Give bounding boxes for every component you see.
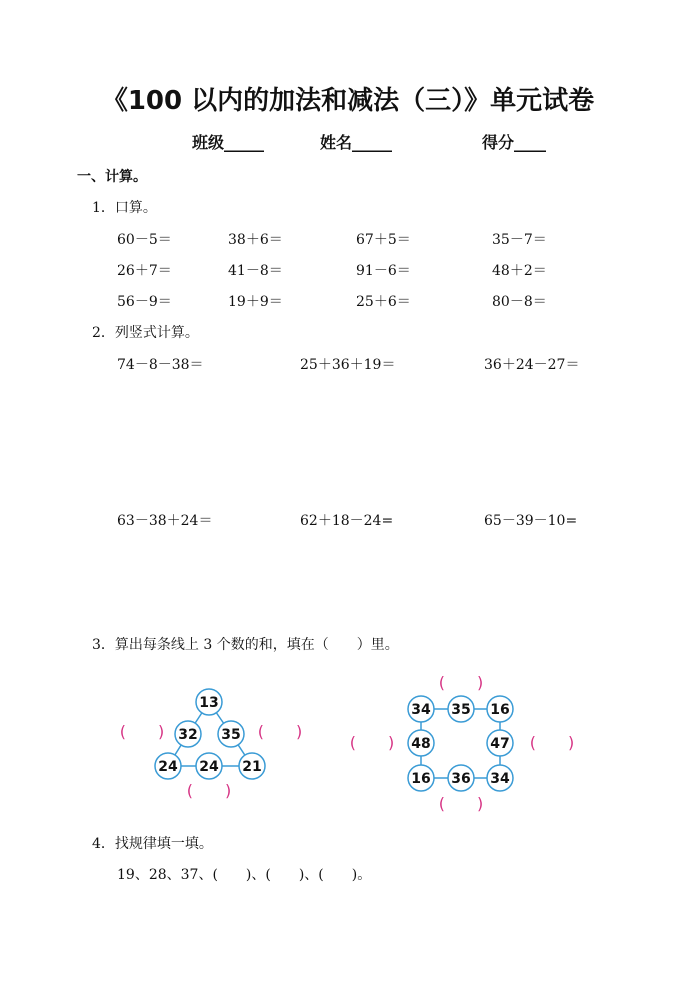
answer-blank[interactable]: ( ) (257, 722, 303, 741)
svg-text:21: 21 (242, 759, 262, 775)
svg-text:48: 48 (411, 736, 431, 752)
svg-text:35: 35 (221, 727, 241, 743)
question-4-label: 4．找规律填一填。 (92, 836, 213, 852)
answer-blank[interactable]: ( ) (438, 794, 484, 813)
equation: 41－8＝ (228, 263, 283, 279)
question-2-label: 2．列竖式计算。 (92, 325, 199, 341)
equation: 65－39－10= (484, 513, 578, 529)
equation: 35－7＝ (492, 232, 547, 248)
svg-text:34: 34 (490, 771, 510, 787)
svg-text:32: 32 (178, 727, 198, 743)
equation: 91－6＝ (356, 263, 411, 279)
triangle-nodes (155, 689, 265, 779)
number-circle (487, 730, 513, 756)
number-circle (408, 730, 434, 756)
answer-blank[interactable]: ( ) (349, 733, 395, 752)
equation: 36＋24－27＝ (484, 357, 580, 373)
svg-text:24: 24 (158, 759, 178, 775)
page-title: 《100 以内的加法和减法（三）》单元试卷 (101, 86, 595, 116)
answer-blank[interactable]: ( ) (438, 673, 484, 692)
svg-text:36: 36 (451, 771, 471, 787)
score-field: 得分____ (482, 133, 547, 152)
question-1-label: 1．口算。 (92, 200, 157, 216)
number-circle (155, 753, 181, 779)
number-circle (196, 689, 222, 715)
equation: 25＋36＋19＝ (300, 357, 396, 373)
square-nodes (408, 696, 513, 791)
equation: 25＋6＝ (356, 294, 411, 310)
number-circle (448, 765, 474, 791)
number-circle (239, 753, 265, 779)
number-circle (448, 696, 474, 722)
number-circle (487, 696, 513, 722)
svg-text:16: 16 (411, 771, 431, 787)
equation: 19＋9＝ (228, 294, 283, 310)
svg-text:47: 47 (490, 736, 510, 752)
equation: 56－9＝ (117, 294, 172, 310)
number-circle (408, 696, 434, 722)
equation: 48＋2＝ (492, 263, 547, 279)
svg-text:35: 35 (451, 702, 471, 718)
section-heading-calculation: 一、计算。 (77, 169, 147, 185)
equation: 62＋18－24= (300, 513, 394, 529)
equation: 80－8＝ (492, 294, 547, 310)
answer-blank[interactable]: ( ) (529, 733, 575, 752)
number-circle (196, 753, 222, 779)
svg-text:13: 13 (199, 695, 219, 711)
number-circle (487, 765, 513, 791)
svg-text:16: 16 (490, 702, 510, 718)
svg-text:34: 34 (411, 702, 431, 718)
equation: 26＋7＝ (117, 263, 172, 279)
equation: 63－38＋24＝ (117, 513, 213, 529)
number-circle (408, 765, 434, 791)
equation: 74－8－38＝ (117, 357, 204, 373)
number-circle (218, 721, 244, 747)
answer-blank[interactable]: ( ) (186, 781, 232, 800)
equation: 38＋6＝ (228, 232, 283, 248)
name-field: 姓名_____ (320, 133, 393, 152)
answer-blank[interactable]: ( ) (119, 722, 165, 741)
equation: 67＋5＝ (356, 232, 411, 248)
question-3-label: 3．算出每条线上 3 个数的和，填在（ ）里。 (92, 637, 399, 653)
sequence-fill-blank[interactable]: 19、28、37、( )、( )、( )。 (117, 867, 372, 883)
equation: 60－5＝ (117, 232, 172, 248)
class-field: 班级_____ (192, 133, 265, 152)
svg-text:24: 24 (199, 759, 219, 775)
number-circle (175, 721, 201, 747)
